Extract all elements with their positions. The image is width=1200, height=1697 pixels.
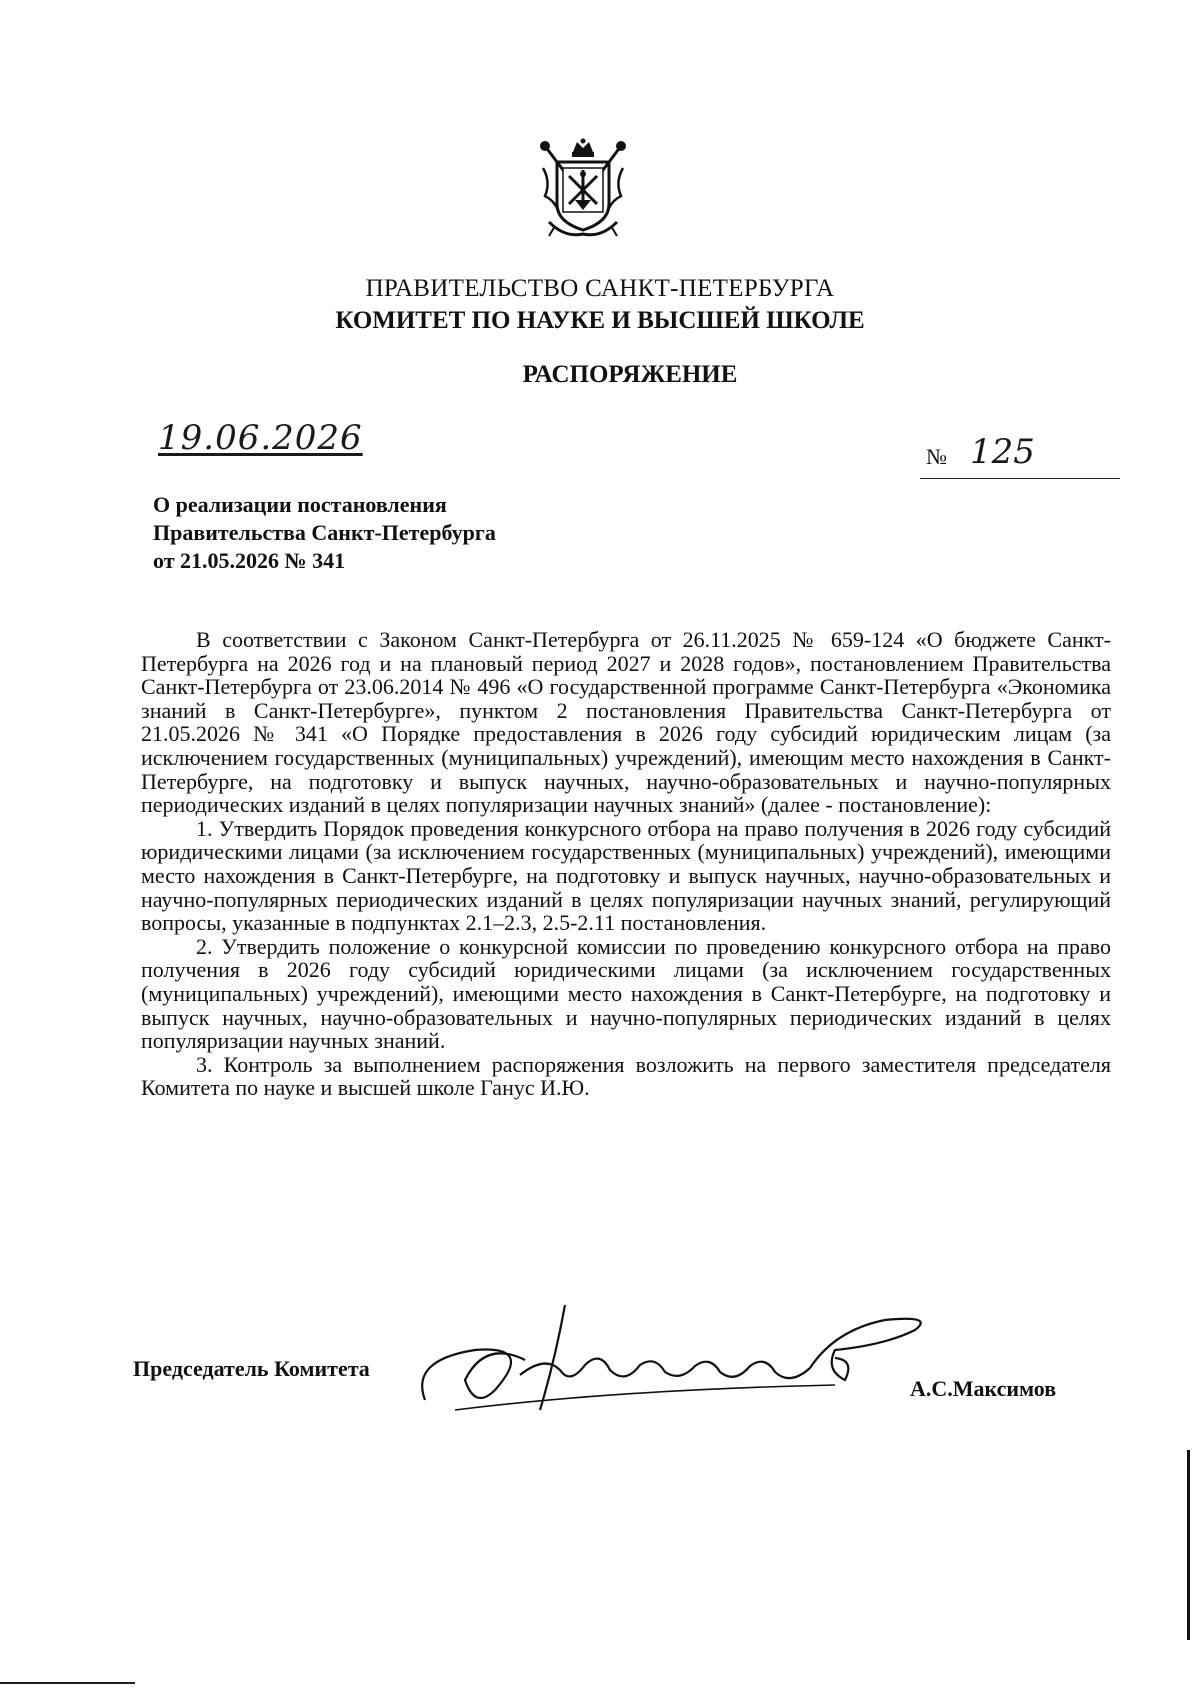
- preamble-paragraph: В соответствии с Законом Санкт-Петербурга от 26.11.2025 № 659-124 «О бюджете Санкт-Петербурга на 2026 год и на плановый период 2027 и 2028 годов», постановлением Правительства Санкт-Петербурга от 23.06.2014 № 496 «О государственной программе Санкт-Петербурга «Экономика знаний в Санкт-Петербурге», пунктом 2 постановления Правительства Санкт-Петербурга от 21.05.2026 № 341 «О Порядке предоставления в 2026 году субсидий юридическим лицам (за исключением государственных (муниципальных) учреждений), имеющим место нахождения в Санкт-Петербурге, на подготовку и выпуск научных, научно-образовательных и научно-популярных периодических изданий в целях популяризации научных знаний» (далее - постановление):: [141, 627, 1111, 818]
- signatory-name: А.С.Максимов: [910, 1376, 1057, 1401]
- subject-line: от 21.05.2026 № 341: [153, 548, 346, 573]
- subject-line: Правительства Санкт-Петербурга: [153, 520, 496, 545]
- committee-name: КОМИТЕТ ПО НАУКЕ И ВЫСШЕЙ ШКОЛЕ: [335, 307, 865, 334]
- number-sign: №: [926, 444, 947, 469]
- document-type: РАСПОРЯЖЕНИЕ: [522, 361, 738, 388]
- clause-2-paragraph: 2. Утвердить положение о конкурсной комиссии по проведению конкурсного отбора на право получения в 2026 году субсидий юридическими лицами (за исключением государственных (муниципальных) учреждений), имеющими место нахождения в Санкт-Петербурге, на подготовку и выпуск научных, научно-образовательных и научно-популярных периодических изданий в целях популяризации научных знаний.: [141, 933, 1111, 1054]
- document-subject: [153, 491, 653, 575]
- scan-edge-mark: [0, 1682, 135, 1684]
- handwritten-signature: [415, 1300, 935, 1420]
- subject-line: О реализации постановления: [153, 492, 447, 517]
- document-number: 125: [970, 432, 1035, 472]
- signatory-title: Председатель Комитета: [133, 1356, 370, 1381]
- saint-petersburg-coat-of-arms-icon: [535, 138, 631, 240]
- government-name: ПРАВИТЕЛЬСТВО САНКТ-ПЕТЕРБУРГА: [365, 275, 835, 302]
- clause-1-paragraph: 1. Утвердить Порядок проведения конкурсного отбора на право получения в 2026 году субсидий юридическими лицами (за исключением государственных (муниципальных) учреждений), имеющими место нахождения в Санкт-Петербурге, на подготовку и выпуск научных, научно-образовательных и научно-популярных периодических изданий в целях популяризации научных знаний, регулирующий вопросы, указанные в подпунктах 2.1–2.3, 2.5-2.11 постановления.: [141, 815, 1111, 936]
- scan-edge-mark: [1187, 1450, 1190, 1640]
- clause-3-paragraph: 3. Контроль за выполнением распоряжения возложить на первого заместителя председателя Комитета по науке и высшей школе Ганус И.Ю.: [141, 1051, 1111, 1101]
- document-number-block: [920, 432, 1120, 479]
- document-date: 19.06.2026: [158, 418, 363, 458]
- document-body: [141, 628, 1111, 1100]
